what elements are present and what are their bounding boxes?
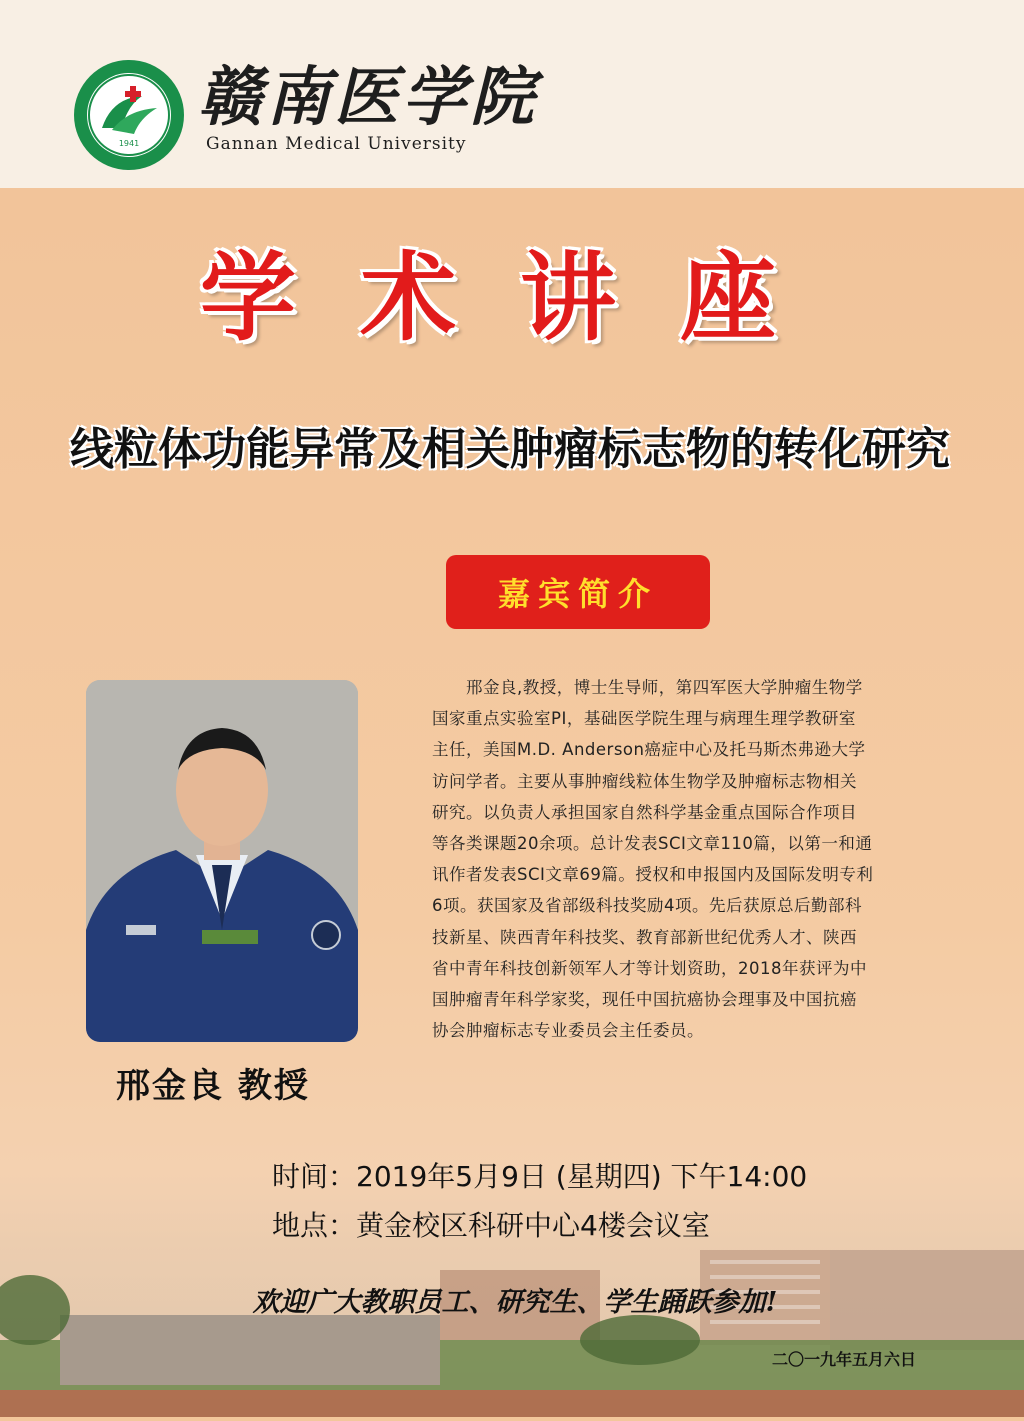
bio-line: 协会肿瘤标志专业委员会主任委员。 <box>432 1021 704 1041</box>
university-name-en: Gannan Medical University <box>206 134 467 154</box>
bio-line: 邢金良,教授，博士生导师，第四军医大学肿瘤生物学 <box>432 678 863 697</box>
bio-line: 技新星、陕西青年科技奖、教育部新世纪优秀人才、陕西 <box>432 927 857 947</box>
header-band <box>0 0 1024 188</box>
bio-line: 研究。以负责人承担国家自然科学基金重点国际合作项目 <box>432 802 857 822</box>
speaker-photo <box>86 680 358 1042</box>
speaker-name: 邢金良 教授 <box>116 1066 310 1106</box>
welcome-message: 欢迎广大教职员工、研究生、学生踊跃参加! <box>252 1287 778 1318</box>
lecture-time: 时间：2019年5月9日 (星期四) 下午14:00 <box>272 1160 808 1193</box>
lecture-place: 地点：黄金校区科研中心4楼会议室 <box>272 1209 710 1242</box>
poster-title: 学术讲座 <box>200 242 840 354</box>
lecture-subtitle: 线粒体功能异常及相关肿瘤标志物的转化研究 <box>70 424 950 475</box>
bio-line: 主任，美国M.D. Anderson癌症中心及托马斯杰弗逊大学 <box>432 740 866 760</box>
bio-line: 讯作者发表SCI文章69篇。授权和申报国内及国际发明专利 <box>432 865 874 885</box>
guest-intro-badge: 嘉宾简介 <box>446 555 710 629</box>
bio-line: 国肿瘤青年科学家奖，现任中国抗癌协会理事及中国抗癌 <box>432 989 857 1009</box>
university-name-cn: 赣南医学院 <box>198 60 538 135</box>
university-seal-icon <box>72 58 186 172</box>
bio-line: 访问学者。主要从事肿瘤线粒体生物学及肿瘤标志物相关 <box>432 771 857 791</box>
campus-image <box>0 1250 1024 1417</box>
bio-line: 国家重点实验室PI，基础医学院生理与病理生理学教研室 <box>432 709 856 729</box>
issue-date: 二〇一九年五月六日 <box>772 1350 917 1369</box>
speaker-bio <box>432 672 952 1046</box>
bio-line: 省中青年科技创新领军人才等计划资助，2018年获评为中 <box>432 958 867 978</box>
seal-year: 1941 <box>118 139 140 148</box>
bio-line: 等各类课题20余项。总计发表SCI文章110篇，以第一和通 <box>432 833 873 853</box>
bio-line: 6项。获国家及省部级科技奖励4项。先后获原总后勤部科 <box>432 896 862 916</box>
